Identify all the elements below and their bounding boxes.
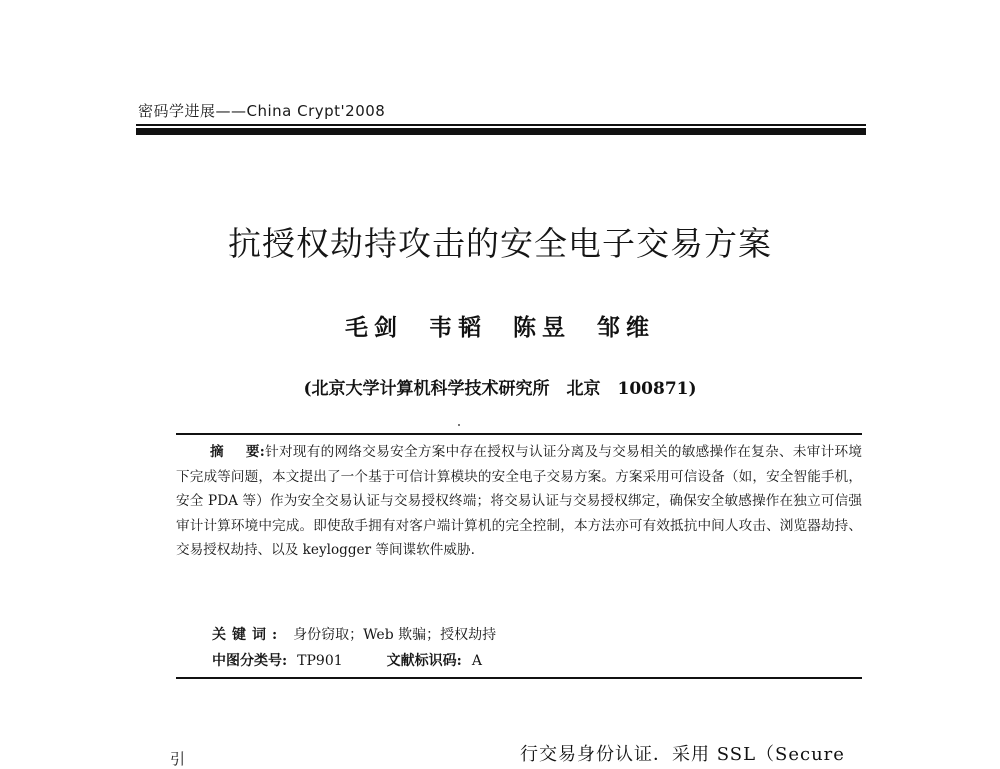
abstract-block — [176, 440, 862, 563]
affiliation: (北京大学计算机科学技术研究所 北京 100871) — [303, 379, 697, 399]
header-rule-thin — [136, 124, 866, 126]
abstract-rule-top — [176, 433, 862, 435]
clc-label: 中图分类号: — [212, 653, 288, 669]
keywords-line — [212, 624, 496, 644]
body-left-fragment: 引 — [170, 750, 186, 768]
doc-code-label: 文献标识码: — [386, 653, 462, 669]
keywords-value: 身份窃取；Web 欺骗；授权劫持 — [293, 627, 497, 643]
author-list: 毛剑 韦韬 陈昱 邹维 — [344, 314, 656, 341]
abstract-text: 针对现有的网络交易安全方案中存在授权与认证分离及与交易相关的敏感操作在复杂、未审计环境下完成等问题，本文提出了一个基于可信计算模块的安全电子交易方案。方案采用可信设备（如，安全智能手机，安全 PDA 等）作为安全交易认证与交易授权终端；将交易认证与交易授权绑定，确保安全敏感操作在独立可信强审计计算环境中完成。即使敌手拥有对客户端计算机的完全控制，本方法亦可有效抵抗中间人攻击、浏览器劫持、交易授权劫持、以及 keylogger 等间谍软件威胁. — [176, 444, 862, 559]
abstract-label: 摘 — [210, 444, 246, 460]
paper-title: 抗授权劫持攻击的安全电子交易方案 — [228, 224, 772, 263]
abstract-label-tail: 要: — [245, 444, 265, 460]
doc-code-value: A — [471, 653, 482, 669]
classification-line — [212, 650, 482, 670]
scan-speck — [458, 424, 460, 426]
clc-value: TP901 — [297, 653, 343, 669]
body-right-fragment: 行交易身份认证．采用 SSL（Secure — [520, 744, 845, 765]
running-header: 密码学进展——China Crypt'2008 — [138, 102, 386, 120]
header-rule-thick — [136, 128, 866, 135]
abstract-rule-bottom — [176, 677, 862, 679]
keywords-label: 关键词: — [212, 627, 284, 643]
